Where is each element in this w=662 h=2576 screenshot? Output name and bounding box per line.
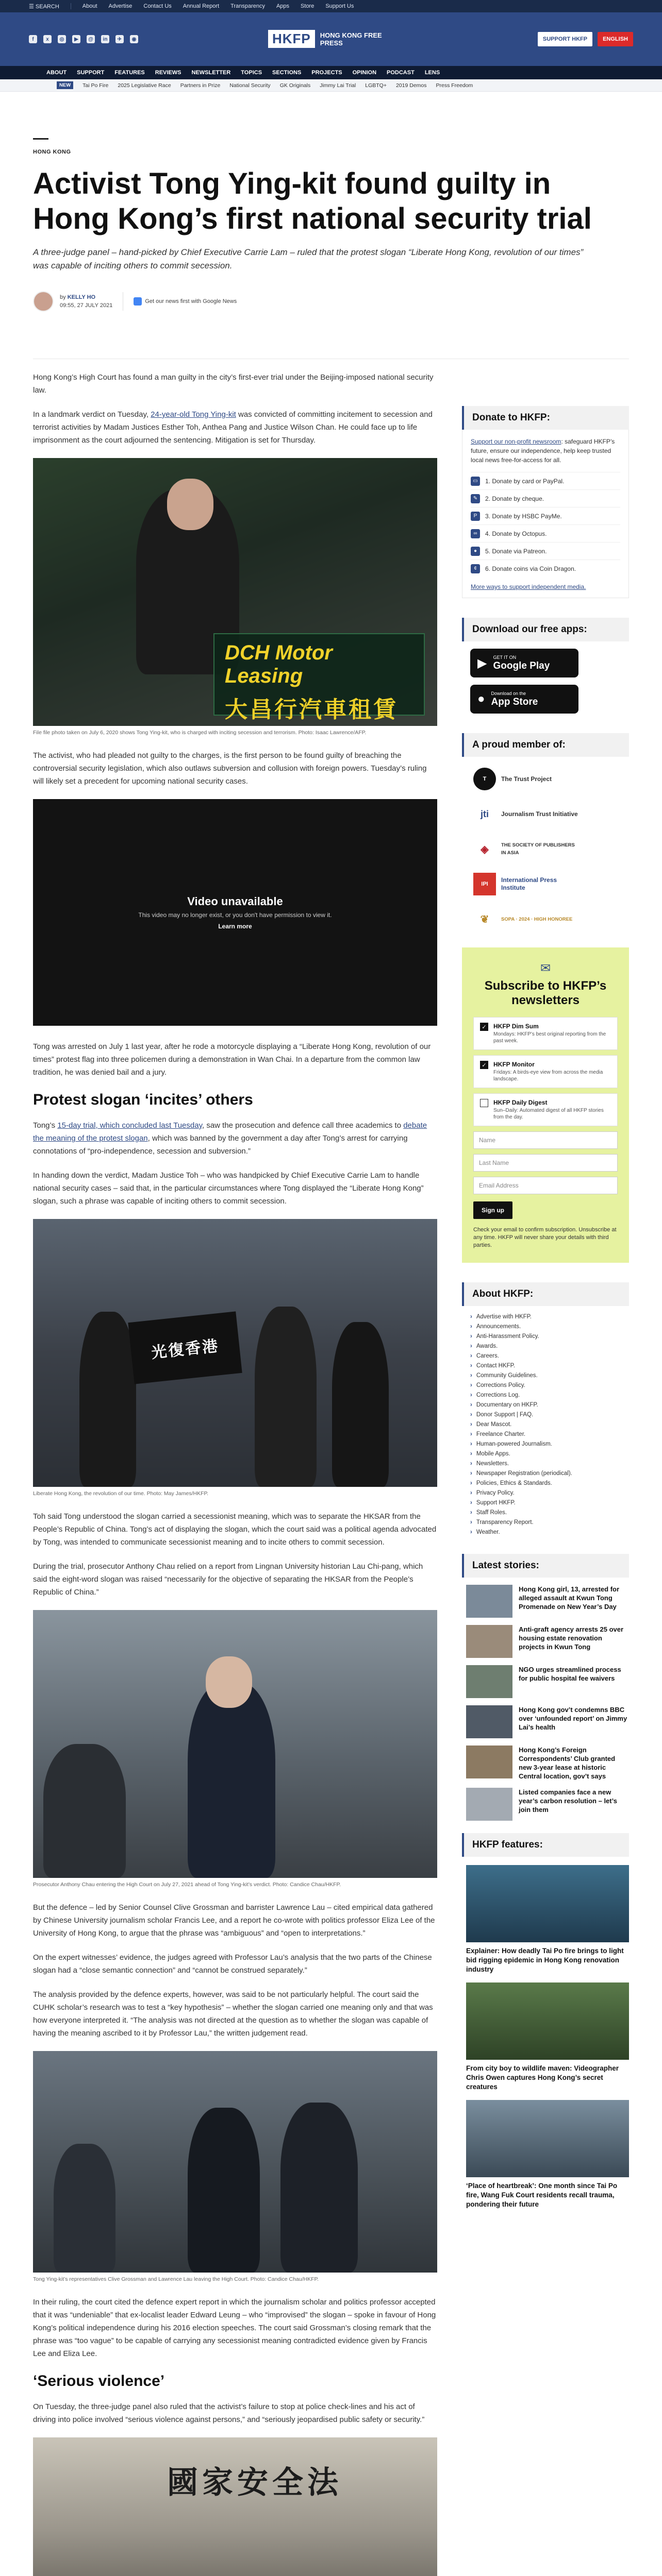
member-logo[interactable] [473, 801, 629, 827]
twitter-icon[interactable]: x [43, 35, 52, 43]
patreon-icon: ● [471, 547, 480, 556]
donate-option-label: 6. Donate coins via Coin Dragon. [485, 565, 576, 572]
nav-item[interactable]: OPINION [352, 70, 377, 76]
newsletter-option[interactable] [473, 1093, 618, 1126]
inline-link[interactable]: 15-day trial, which concluded last Tuesday [57, 1121, 202, 1130]
story-thumbnail[interactable] [466, 1665, 512, 1698]
members-section [462, 733, 629, 932]
cheque-icon: ✎ [471, 494, 480, 503]
google-news-icon [134, 297, 142, 306]
topbar-link[interactable]: Store [301, 3, 315, 9]
latest-story[interactable] [466, 1665, 629, 1698]
language-button[interactable]: ENGLISH [598, 32, 633, 46]
threads-icon[interactable]: @ [87, 35, 95, 43]
nav-item[interactable]: SUPPORT [77, 70, 105, 76]
figure [33, 2437, 437, 2576]
google-news-label: Get our news first with Google News [145, 298, 237, 304]
badge-big-text: Google Play [493, 660, 550, 671]
donate-option[interactable] [471, 472, 620, 489]
apple-icon: ● [477, 692, 485, 706]
newsletter-option[interactable] [473, 1055, 618, 1088]
photo-subject [79, 1312, 136, 1487]
top-utility-bar [0, 0, 662, 12]
donate-option[interactable] [471, 489, 620, 507]
topbar-link[interactable]: Contact Us [143, 3, 172, 9]
member-logo[interactable] [473, 871, 629, 897]
text: , which was banned by the government a day after Tong’s arrest for carrying connotations of “pro-independence, secession and subversion.” [33, 1134, 408, 1156]
member-name: The Trust Project [501, 775, 552, 783]
sign-text-zh: 大昌行汽車租賃 [225, 697, 398, 722]
email-input[interactable]: Email Address [473, 1177, 618, 1194]
envelope-icon: ✉ [540, 961, 551, 975]
search-link[interactable]: ☰ SEARCH [29, 3, 59, 10]
trending-bar [0, 79, 662, 92]
feature-image[interactable] [466, 1865, 629, 1942]
article-photo [33, 458, 437, 726]
about-link[interactable]: › Privacy Policy. [470, 1488, 621, 1498]
paragraph: On Tuesday, the three-judge panel also ruled that the activist’s failure to stop at police check-lines and his act of driving into police involved “serious violence against persons,” and “seriously jeopardised public safety or security.” [33, 2402, 425, 2424]
nav-item[interactable]: ABOUT [46, 70, 67, 76]
newsletter-signup [462, 947, 629, 1263]
latest-story[interactable] [466, 1788, 629, 1821]
author-name[interactable]: KELLY HO [67, 294, 96, 300]
story-thumbnail[interactable] [466, 1585, 512, 1618]
latest-story[interactable] [466, 1745, 629, 1781]
paragraph: In their ruling, the court cited the defence expert report in which the journalism scholar and politics professor accepted that it was “undeniable” that ex-localist leader Edward Leung – who “improvised” the slogan – spoke in favour of Hong Kong’s political independence during his 2016 election speeches. The court said Grossman’s closing remark that the phrase was “too vague” to be capable of carrying any secessionist meaning contradicted evidence given by Francis Lee and Eliza Lee. [33, 2298, 436, 2358]
paragraph: In handing down the verdict, Madam Justice Toh – who was handpicked by Chief Executive Carrie Lam to handle national security cases – said that, in the particular circumstances where Tong displayed the “Liberate Hong Kong” slogan, such a phrase was capable of inciting others to commit secession. [33, 1171, 424, 1206]
trending-link[interactable]: 2019 Demos [395, 82, 427, 89]
byline [33, 291, 626, 312]
newsletter-desc: Mondays: HKFP’s best original reporting from the past week. [493, 1031, 606, 1044]
feature-story[interactable] [466, 1982, 629, 2092]
checkbox-checked[interactable]: ✓ [480, 1061, 488, 1069]
paragraph: Tong was arrested on July 1 last year, after he rode a motorcycle displaying a “Liberate Hong Kong, revolution of our times” protest flag into three policemen during a demonstration in Wan Chai. In a departure from the common law tradition, he was denied bail and a jury. [33, 1042, 431, 1077]
story-title[interactable]: Anti-graft agency arrests 25 over housing estate renovation projects in Kwun Tong [519, 1625, 624, 1651]
donate-option-label: 1. Donate by card or PayPal. [485, 477, 565, 485]
latest-story[interactable] [466, 1585, 629, 1618]
feature-title[interactable]: Explainer: How deadly Tai Po fire brings to light bid rigging epidemic in Hong Kong renovation industry [466, 1947, 624, 1973]
about-link[interactable]: › Human-powered Journalism. [470, 1439, 621, 1449]
figure [33, 1219, 437, 1498]
member-logo[interactable] [473, 906, 629, 932]
about-heading: About HKFP: [462, 1282, 629, 1306]
article-photo [33, 1219, 437, 1487]
figure [33, 1610, 437, 1889]
about-link[interactable]: › Support HKFP. [470, 1498, 621, 1508]
story-thumbnail[interactable] [466, 1705, 512, 1738]
figure-caption: Liberate Hong Kong, the revolution of our time. Photo: May James/HKFP. [33, 1490, 209, 1497]
photo-subject [188, 2108, 260, 2273]
text: , saw the prosecution and defence call three academics to [202, 1121, 404, 1130]
trending-link[interactable]: National Security [229, 82, 271, 89]
features-heading: HKFP features: [462, 1833, 629, 1857]
checkbox-unchecked[interactable] [480, 1099, 488, 1107]
trending-link[interactable]: Partners in Prize [180, 82, 221, 89]
photo-subject [332, 1322, 389, 1487]
photo-subject [255, 1307, 317, 1487]
about-link[interactable]: › Documentary on HKFP. [470, 1400, 621, 1410]
member-name: International Press Institute [501, 876, 557, 891]
logo-text: HONG KONG FREE PRESS [320, 31, 382, 47]
sidebar [462, 406, 629, 2209]
topbar-link[interactable]: Apps [276, 3, 290, 9]
about-link[interactable]: › Newsletters. [470, 1459, 621, 1469]
social-links [29, 35, 138, 43]
google-play-badge[interactable] [470, 649, 578, 677]
about-links [462, 1306, 629, 1544]
feature-image[interactable] [466, 1982, 629, 2060]
newsletter-desc: Sun–Daily: Automated digest of all HKFP stories from the day. [493, 1108, 604, 1120]
signup-button[interactable]: Sign up [473, 1201, 512, 1219]
card-icon: ▭ [471, 477, 480, 486]
apps-heading: Download our free apps: [462, 618, 629, 641]
photo-sign [213, 633, 425, 722]
nav-item[interactable]: REVIEWS [155, 70, 181, 76]
about-link[interactable]: › Mobile Apps. [470, 1449, 621, 1459]
story-title[interactable]: Hong Kong’s Foreign Correspondents’ Club granted new 3-year lease at historic Central location, gov’t says [519, 1746, 616, 1780]
about-link[interactable]: › Newspaper Registration (periodical). [470, 1469, 621, 1479]
sign-text-en: DCH Motor Leasing [225, 641, 333, 687]
payme-icon: P [471, 512, 480, 521]
latest-story[interactable] [466, 1625, 629, 1658]
about-link[interactable]: › Announcements. [470, 1322, 621, 1332]
member-name: Journalism Trust Initiative [501, 810, 578, 818]
last-name-input[interactable]: Last Name [473, 1154, 618, 1172]
article-photo [33, 2437, 437, 2576]
donate-link[interactable]: Support our non-profit newsroom [471, 438, 561, 445]
article-photo [33, 2051, 437, 2273]
apps-section [462, 618, 629, 714]
article-photo [33, 1610, 437, 1878]
section-heading: ‘Serious violence’ [33, 2372, 165, 2389]
donate-option[interactable] [471, 524, 620, 542]
about-link[interactable]: › Dear Mascot. [470, 1420, 621, 1430]
about-link[interactable]: › Advertise with HKFP. [470, 1312, 621, 1322]
paragraph [33, 408, 437, 447]
author-prefix: by [60, 294, 66, 300]
photo-subject [54, 2144, 115, 2273]
story-title[interactable]: Hong Kong girl, 13, arrested for alleged assault at Kwun Tong Promenade on New Year’s Day [519, 1585, 620, 1611]
about-link[interactable]: › Anti-Harassment Policy. [470, 1332, 621, 1342]
inline-link[interactable]: debate the meaning of the protest slogan [33, 1121, 427, 1143]
octopus-icon: ∞ [471, 529, 480, 538]
paragraph: The activist, who had pleaded not guilty to the charges, is the first person to be found guilty of breaching the controversial security legislation, which also outlaws subversion and collusion with foreign powers. Tuesday’s ruling will likely set a precedent for upcoming national security cases. [33, 751, 427, 786]
trending-link[interactable]: Jimmy Lai Trial [320, 82, 356, 89]
byline-meta [60, 293, 112, 310]
nav-item[interactable]: PODCAST [387, 70, 415, 76]
about-link[interactable]: › Freelance Charter. [470, 1430, 621, 1439]
paragraph: But the defence – led by Senior Counsel Clive Grossman and barrister Lawrence Lau – cited empirical data gathered by Chinese University journalism scholar Francis Lee, and a report he co-wrote with politics professor Eliza Lee of the University of Hong Kong, to argue that the phrase was “ambiguous” and “open to interpretations.” [33, 1903, 435, 1938]
paragraph: Hong Kong’s High Court has found a man guilty in the city’s first-ever trial under the Beijing-imposed national security law. [33, 373, 434, 395]
trending-link[interactable]: Press Freedom [436, 82, 473, 89]
sopa-icon: ◈ [481, 843, 489, 855]
nav-item[interactable]: LENS [424, 70, 440, 76]
donate-option-label: 2. Donate by cheque. [485, 495, 544, 502]
donate-option-label: 3. Donate by HSBC PayMe. [485, 512, 562, 520]
name-input[interactable]: Name [473, 1131, 618, 1149]
story-thumbnail[interactable] [466, 1625, 512, 1658]
photo-subject [188, 1682, 275, 1878]
about-link[interactable]: › Donor Support | FAQ. [470, 1410, 621, 1420]
badge-small-text: GET IT ON [493, 654, 517, 660]
feature-image[interactable] [466, 2100, 629, 2177]
nav-item[interactable]: FEATURES [114, 70, 145, 76]
about-link[interactable]: › Policies, Ethics & Standards. [470, 1479, 621, 1488]
support-button[interactable]: SUPPORT HKFP [538, 32, 592, 46]
article-body [33, 371, 437, 2576]
photo-subject [280, 2103, 358, 2273]
paragraph: During the trial, prosecutor Anthony Chau relied on a report from Lingnan University historian Lau Chi-pang, which said the eight-word slogan was raised “necessarily for the objective of separating the HKSAR from the People’s Republic of China.” [33, 1562, 423, 1597]
donate-option[interactable] [471, 560, 620, 577]
paragraph: Toh said Tong understood the slogan carried a secessionist meaning, which was to separate the HKSAR from the People’s Republic of China. Tong’s act of displaying the slogan, which the court said was a political agenda advocated by Tong, was intended to communicate secessionist meaning and to incite others to commit secession. [33, 1512, 437, 1547]
article-standfirst: A three-judge panel – hand-picked by Chief Executive Carrie Lam – ruled that the protest slogan “Liberate Hong Kong, revolution of our times” was capable of inciting others to commit secession. [33, 247, 584, 270]
features-section [462, 1833, 629, 2209]
feature-title[interactable]: From city boy to wildlife maven: Videographer Chris Owen captures Hong Kong’s secret creatures [466, 2064, 619, 2091]
paragraph: The analysis provided by the defence experts, however, was said to be not particularly helpful. The court said the CUHK scholar’s research was to test a “key hypothesis” – whether the slogan carried one meaning only and that was how everyone interpreted it. “The analysis was not directed at the question as to whether the slogan was capable of having the meaning ascribed to it by Professor Lau,” the written judgement read. [33, 1990, 433, 2038]
text: Tong’s [33, 1121, 58, 1130]
about-link[interactable]: › Corrections Policy. [470, 1381, 621, 1391]
signup-note: Check your email to confirm subscription. Unsubscribe at any time. HKFP will never share your details with third parties. [473, 1227, 617, 1248]
about-section [462, 1282, 629, 1544]
figure [33, 458, 437, 737]
paragraph [33, 1119, 437, 1158]
figure-caption: Tong Ying-kit’s representatives Clive Grossman and Lawrence Lau leaving the High Court. Photo: Candice Chau/HKFP. [33, 2276, 319, 2282]
members-heading: A proud member of: [462, 733, 629, 757]
more-ways-link[interactable]: More ways to support independent media. [471, 583, 586, 590]
trending-link[interactable]: GK Originals [279, 82, 311, 89]
donate-text [471, 437, 620, 465]
member-name: THE SOCIETY OF PUBLISHERS IN ASIA [501, 842, 575, 856]
video-title: Video unavailable [187, 895, 283, 908]
latest-section [462, 1554, 629, 1821]
topbar-link[interactable]: About [82, 3, 97, 9]
about-link[interactable]: › Corrections Log. [470, 1391, 621, 1400]
photo-subject-face [206, 1656, 252, 1708]
topbar-link[interactable]: Annual Report [183, 3, 220, 9]
author-avatar[interactable] [33, 291, 54, 312]
new-badge: NEW [57, 81, 73, 89]
about-link[interactable]: › Awards. [470, 1342, 621, 1351]
main-nav [0, 66, 662, 79]
member-logo[interactable] [473, 766, 629, 792]
newsletter-option[interactable] [473, 1017, 618, 1050]
play-icon: ▶ [477, 656, 487, 670]
latest-heading: Latest stories: [462, 1554, 629, 1578]
video-subtitle: This video may no longer exist, or you don't have permission to view it. [138, 911, 332, 919]
about-link[interactable]: › Weather. [470, 1528, 621, 1537]
trending-link[interactable]: Tai Po Fire [82, 82, 109, 89]
donate-box [462, 430, 629, 598]
nav-item[interactable]: SECTIONS [272, 70, 302, 76]
trust-project-icon: T [473, 768, 496, 790]
photo-subject-face [167, 479, 213, 530]
nav-item[interactable]: PROJECTS [311, 70, 342, 76]
about-link[interactable]: › Staff Roles. [470, 1508, 621, 1518]
figure-caption: Prosecutor Anthony Chau entering the High Court on July 27, 2021 ahead of Tong Ying-kit’s verdict. Photo: Candice Chau/HKFP. [33, 1882, 341, 1888]
app-store-badge[interactable] [470, 685, 578, 714]
donate-option[interactable] [471, 542, 620, 560]
rss-icon[interactable]: ◉ [130, 35, 138, 43]
section-heading: Protest slogan ‘incites’ others [33, 1091, 253, 1108]
video-embed[interactable] [33, 799, 437, 1026]
text: was convicted of committing incitement to secession and terrorist activities by Madam Justices Esther Toh, Anthea Pang and Justice Wilson Chan. He could face up to life imprisonment as the court adjourned the sentencing. Mitigation is set for Thursday. [33, 410, 433, 445]
publish-date: 09:55, 27 JULY 2021 [60, 302, 113, 309]
badge-big-text: App Store [491, 696, 538, 707]
donate-heading: Donate to HKFP: [462, 406, 629, 430]
member-logo[interactable] [473, 836, 629, 862]
checkbox-checked[interactable]: ✓ [480, 1023, 488, 1031]
text: : safeguard HKFP’s future, ensure our independence, help keep trusted local news free-for-access for all. [471, 438, 615, 464]
award-icon: ❦ [480, 913, 489, 925]
story-title[interactable]: NGO urges streamlined process for public hospital fee waivers [519, 1666, 621, 1682]
donate-option-label: 5. Donate via Patreon. [485, 547, 547, 555]
logo-box: HKFP [268, 30, 315, 48]
figure-caption: File file photo taken on July 6, 2020 shows Tong Ying-kit, who is charged with inciting secession and terrorism. Photo: Isaac Lawrence/AFP. [33, 730, 367, 736]
about-link[interactable]: › Careers. [470, 1351, 621, 1361]
nav-item[interactable]: NEWSLETTER [191, 70, 231, 76]
topbar-link[interactable]: Transparency [230, 3, 265, 9]
newsletter-name: HKFP Monitor [493, 1061, 535, 1068]
article-header [33, 138, 626, 312]
trending-link[interactable]: 2025 Legislative Race [118, 82, 171, 89]
article-kicker[interactable]: HONG KONG [33, 149, 71, 155]
site-logo[interactable] [268, 30, 382, 48]
feature-title[interactable]: ‘Place of heartbreak’: One month since Tai Po fire, Wang Fuk Court residents recall trauma, pondering their future [466, 2182, 618, 2208]
trending-link[interactable]: LGBTQ+ [365, 82, 387, 89]
jti-icon: jti [481, 808, 489, 819]
youtube-icon[interactable]: ▶ [72, 35, 80, 43]
video-learn-more[interactable]: Learn more [218, 923, 252, 930]
about-link[interactable]: › Community Guidelines. [470, 1371, 621, 1381]
building-lettering: 國家安全法 [167, 2465, 342, 2500]
paragraph: On the expert witnesses’ evidence, the judges agreed with Professor Lau’s analysis that the two parts of the Chinese slogan had a “close semantic connection” and “cannot be construed separately.” [33, 1953, 432, 1975]
article-title: Activist Tong Ying-kit found guilty in Hong Kong’s first national security trial [33, 167, 592, 235]
facebook-icon[interactable]: f [29, 35, 37, 43]
donate-option-label: 4. Donate by Octopus. [485, 530, 547, 537]
story-title[interactable]: Listed companies face a new year’s carbon resolution – let’s join them [519, 1788, 617, 1814]
kicker-rule [33, 138, 48, 140]
badge-small-text: Download on the [491, 690, 526, 696]
inline-link[interactable]: 24-year-old Tong Ying-kit [151, 410, 236, 419]
ipi-icon: IPI [473, 873, 496, 895]
newsletter-name: HKFP Daily Digest [493, 1099, 548, 1106]
telegram-icon[interactable]: ✈ [115, 35, 124, 43]
masthead [0, 12, 662, 66]
newsletter-heading: Subscribe to HKFP’s newsletters [484, 979, 607, 1007]
nav-item[interactable]: TOPICS [241, 70, 262, 76]
protest-flag: 光復香港 [128, 1311, 242, 1384]
story-thumbnail[interactable] [466, 1788, 512, 1821]
topbar-link[interactable]: Advertise [108, 3, 133, 9]
feature-story[interactable] [466, 1865, 629, 1974]
about-link[interactable]: › Contact HKFP. [470, 1361, 621, 1371]
feature-story[interactable] [466, 2100, 629, 2209]
member-name: SOPA · 2024 · HIGH HONOREE [501, 916, 573, 922]
instagram-icon[interactable]: ◎ [58, 35, 66, 43]
story-thumbnail[interactable] [466, 1745, 512, 1778]
linkedin-icon[interactable]: in [101, 35, 109, 43]
newsletter-desc: Fridays: A birds-eye view from across the media landscape. [493, 1070, 603, 1082]
photo-subject [43, 1744, 126, 1878]
story-title[interactable]: Hong Kong gov’t condemns BBC over ‘unfounded report’ on Jimmy Lai’s health [519, 1706, 627, 1731]
coin-icon: ¢ [471, 564, 480, 573]
figure [33, 2051, 437, 2283]
about-link[interactable]: › Transparency Report. [470, 1518, 621, 1528]
topbar-link[interactable]: Support Us [325, 3, 354, 9]
text: In a landmark verdict on Tuesday, [33, 410, 151, 419]
latest-story[interactable] [466, 1705, 629, 1738]
newsletter-name: HKFP Dim Sum [493, 1023, 539, 1030]
google-news-link[interactable] [134, 297, 237, 306]
donate-option[interactable] [471, 507, 620, 524]
